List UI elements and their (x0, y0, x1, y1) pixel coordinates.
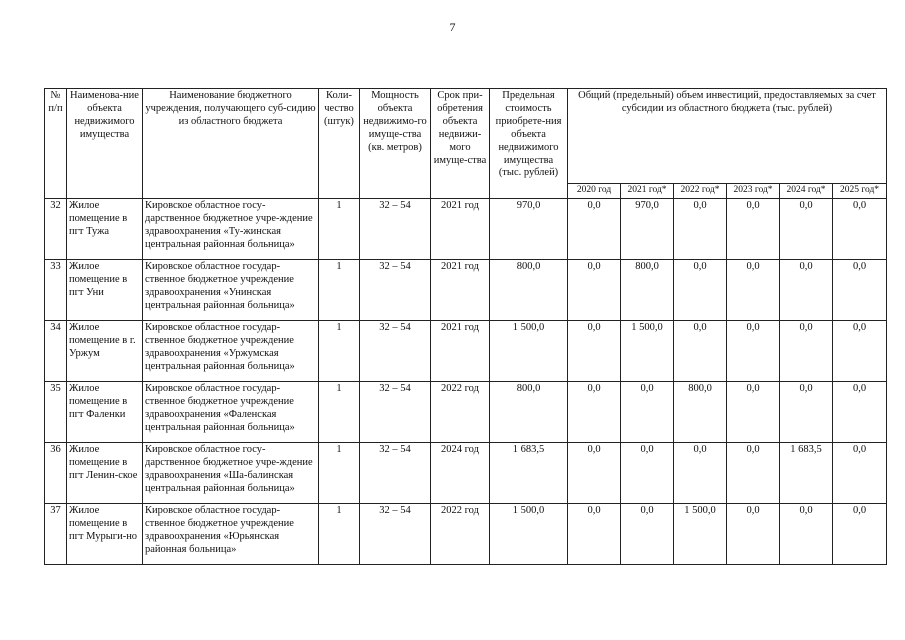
header-object-name: Наименова-ние объекта недвижимого имущества (67, 89, 143, 199)
row-institution: Кировское областное госу-дарственное бюджетное учре-ждение здравоохранения «Ша-балинская центральная районная больница» (143, 443, 319, 504)
header-num: № п/п (45, 89, 67, 199)
table-row (45, 504, 887, 565)
row-year-value: 0,0 (833, 382, 887, 443)
row-year-value: 800,0 (674, 382, 727, 443)
table-row (45, 443, 887, 504)
row-term: 2022 год (431, 382, 490, 443)
header-institution: Наименование бюджетного учреждения, получающего суб-сидию из областного бюджета (143, 89, 319, 199)
investment-table (44, 88, 887, 565)
row-capacity: 32 – 54 (360, 382, 431, 443)
row-object: Жилое помещение в пгт Ленин-ское (67, 443, 143, 504)
row-capacity: 32 – 54 (360, 199, 431, 260)
row-quantity: 1 (319, 199, 360, 260)
row-quantity: 1 (319, 382, 360, 443)
row-max-cost: 800,0 (490, 382, 568, 443)
page-number: 7 (449, 20, 456, 34)
header-year: 2024 год* (780, 184, 833, 199)
row-year-value: 1 500,0 (674, 504, 727, 565)
row-year-value: 0,0 (833, 260, 887, 321)
row-year-value: 0,0 (780, 321, 833, 382)
header-term: Срок при-обретения объекта недвижи-мого имуще-ства (431, 89, 490, 199)
row-quantity: 1 (319, 260, 360, 321)
row-year-value: 0,0 (780, 199, 833, 260)
row-year-value: 1 500,0 (621, 321, 674, 382)
row-num: 35 (45, 382, 67, 443)
row-year-value: 970,0 (621, 199, 674, 260)
row-quantity: 1 (319, 504, 360, 565)
row-term: 2021 год (431, 260, 490, 321)
row-max-cost: 800,0 (490, 260, 568, 321)
row-capacity: 32 – 54 (360, 260, 431, 321)
row-num: 34 (45, 321, 67, 382)
row-year-value: 0,0 (833, 321, 887, 382)
table-row (45, 260, 887, 321)
row-year-value: 0,0 (674, 443, 727, 504)
row-object: Жилое помещение в пгт Тужа (67, 199, 143, 260)
row-year-value: 0,0 (568, 443, 621, 504)
row-object: Жилое помещение в пгт Уни (67, 260, 143, 321)
row-capacity: 32 – 54 (360, 321, 431, 382)
row-max-cost: 1 500,0 (490, 504, 568, 565)
row-quantity: 1 (319, 321, 360, 382)
header-year: 2021 год* (621, 184, 674, 199)
row-year-value: 800,0 (621, 260, 674, 321)
header-max-cost: Предельная стоимость приобрете-ния объекта недвижимого имущества (тыс. рублей) (490, 89, 568, 199)
header-year: 2025 год* (833, 184, 887, 199)
row-institution: Кировское областное государ-ственное бюджетное учреждение здравоохранения «Фаленская центральная районная больница» (143, 382, 319, 443)
row-institution: Кировское областное государ-ственное бюджетное учреждение здравоохранения «Унинская центральная районная больница» (143, 260, 319, 321)
row-capacity: 32 – 54 (360, 443, 431, 504)
row-institution: Кировское областное государ-ственное бюджетное учреждение здравоохранения «Юрьянская районная больница» (143, 504, 319, 565)
row-year-value: 0,0 (727, 199, 780, 260)
row-quantity: 1 (319, 443, 360, 504)
row-year-value: 0,0 (833, 504, 887, 565)
row-year-value: 0,0 (727, 382, 780, 443)
header-year: 2020 год (568, 184, 621, 199)
row-year-value: 0,0 (727, 504, 780, 565)
row-num: 32 (45, 199, 67, 260)
row-num: 37 (45, 504, 67, 565)
header-year: 2022 год* (674, 184, 727, 199)
row-year-value: 0,0 (780, 260, 833, 321)
row-max-cost: 1 683,5 (490, 443, 568, 504)
row-year-value: 0,0 (674, 260, 727, 321)
row-year-value: 0,0 (674, 321, 727, 382)
row-year-value: 0,0 (833, 199, 887, 260)
row-object: Жилое помещение в пгт Фаленки (67, 382, 143, 443)
row-year-value: 0,0 (727, 443, 780, 504)
row-institution: Кировское областное государ-ственное бюджетное учреждение здравоохранения «Уржумская центральная районная больница» (143, 321, 319, 382)
row-max-cost: 970,0 (490, 199, 568, 260)
row-year-value: 0,0 (727, 260, 780, 321)
row-institution: Кировское областное госу-дарственное бюджетное учре-ждение здравоохранения «Ту-жинская центральная районная больница» (143, 199, 319, 260)
table-row (45, 382, 887, 443)
header-quantity: Коли-чество (штук) (319, 89, 360, 199)
row-year-value: 0,0 (780, 504, 833, 565)
row-year-value: 0,0 (621, 443, 674, 504)
table-row (45, 199, 887, 260)
row-num: 36 (45, 443, 67, 504)
row-object: Жилое помещение в г. Уржум (67, 321, 143, 382)
row-year-value: 0,0 (727, 321, 780, 382)
header-year: 2023 год* (727, 184, 780, 199)
row-term: 2021 год (431, 321, 490, 382)
row-year-value: 0,0 (674, 199, 727, 260)
row-term: 2022 год (431, 504, 490, 565)
row-max-cost: 1 500,0 (490, 321, 568, 382)
row-num: 33 (45, 260, 67, 321)
row-capacity: 32 – 54 (360, 504, 431, 565)
table-row (45, 321, 887, 382)
row-term: 2024 год (431, 443, 490, 504)
row-year-value: 0,0 (568, 321, 621, 382)
row-year-value: 0,0 (780, 382, 833, 443)
row-year-value: 0,0 (568, 199, 621, 260)
row-object: Жилое помещение в пгт Мурыги-но (67, 504, 143, 565)
row-year-value: 0,0 (833, 443, 887, 504)
row-year-value: 0,0 (621, 504, 674, 565)
header-capacity: Мощность объекта недвижимо-го имуще-ства (кв. метров) (360, 89, 431, 199)
row-term: 2021 год (431, 199, 490, 260)
row-year-value: 0,0 (621, 382, 674, 443)
header-investment-group: Общий (предельный) объем инвестиций, предоставляемых за счет субсидии из областного бюджета (тыс. рублей) (568, 89, 887, 184)
row-year-value: 0,0 (568, 382, 621, 443)
row-year-value: 0,0 (568, 260, 621, 321)
row-year-value: 1 683,5 (780, 443, 833, 504)
row-year-value: 0,0 (568, 504, 621, 565)
